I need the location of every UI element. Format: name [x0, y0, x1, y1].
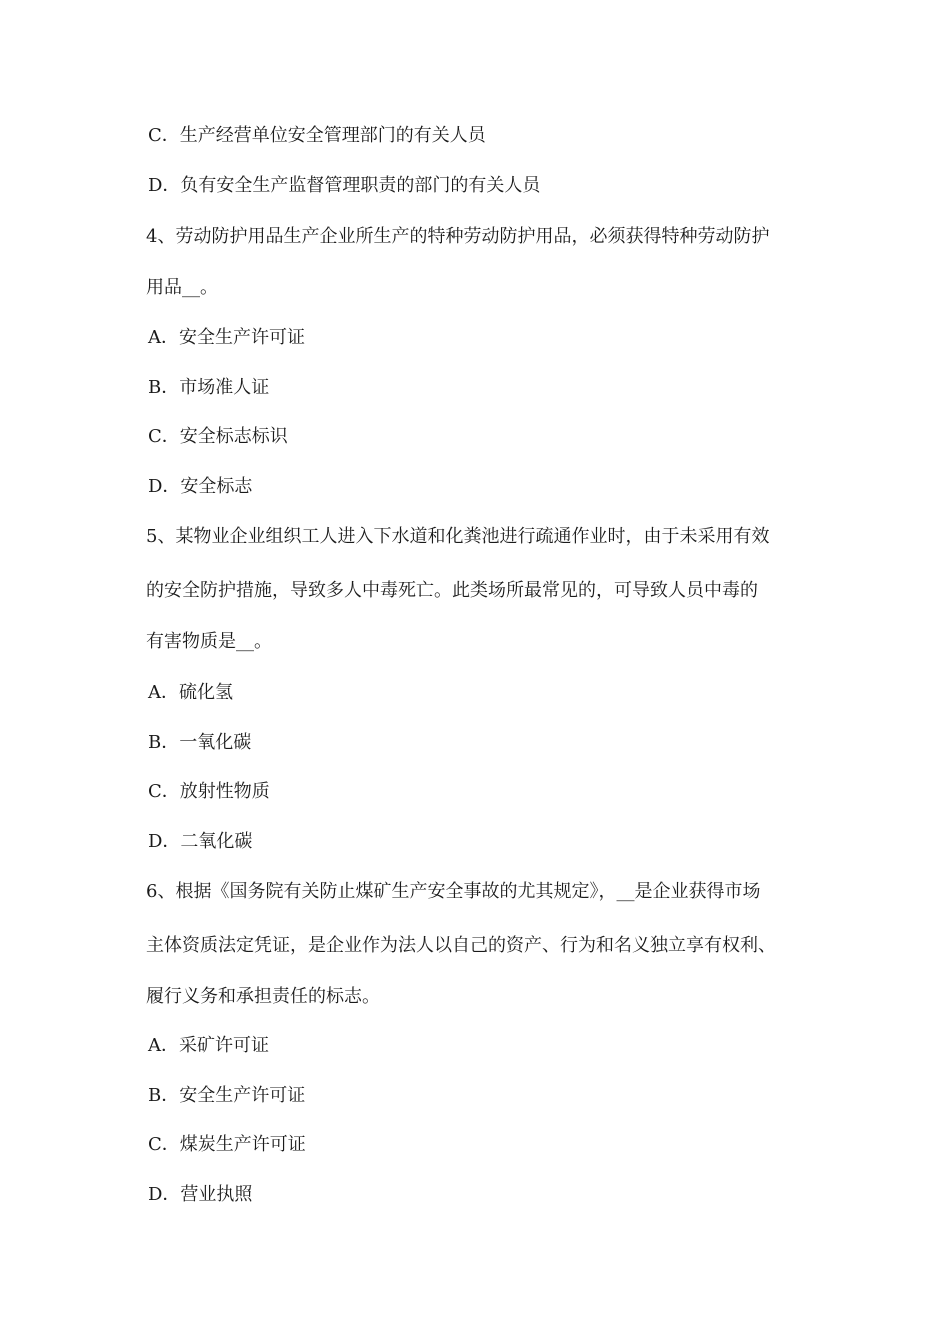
option-c: C．放射性物质	[148, 781, 270, 802]
question-6-text: 主体资质法定凭证，是企业作为法人以自己的资产、行为和名义独立享有权利、	[146, 935, 776, 956]
question-6-text: 履行义务和承担责任的标志。	[146, 986, 380, 1007]
option-b: B．市场准人证	[148, 377, 270, 398]
question-6-text: 6、根据《国务院有关防止煤矿生产安全事故的尤其规定》，__是企业获得市场	[146, 881, 761, 902]
option-d: D．二氧化碳	[148, 831, 253, 852]
option-d: D．营业执照	[148, 1184, 253, 1205]
question-4-text: 4、劳动防护用品生产企业所生产的特种劳动防护用品，必须获得特种劳动防护	[146, 226, 770, 247]
option-b: B．一氧化碳	[148, 732, 252, 753]
option-a: A．采矿许可证	[148, 1035, 269, 1056]
option-a: A．安全生产许可证	[148, 327, 305, 348]
question-5-text: 的安全防护措施，导致多人中毒死亡。此类场所最常见的，可导致人员中毒的	[146, 580, 758, 601]
question-4-text: 用品__。	[146, 277, 218, 298]
option-c: C．生产经营单位安全管理部门的有关人员	[148, 125, 486, 146]
question-5-text: 有害物质是__。	[146, 631, 272, 652]
option-a: A．硫化氢	[148, 682, 233, 703]
option-c: C．安全标志标识	[148, 426, 288, 447]
option-c: C．煤炭生产许可证	[148, 1134, 306, 1155]
option-b: B．安全生产许可证	[148, 1085, 306, 1106]
question-5-text: 5、某物业企业组织工人进入下水道和化粪池进行疏通作业时，由于未采用有效	[146, 526, 770, 547]
option-d: D．安全标志	[148, 476, 253, 497]
option-d: D．负有安全生产监督管理职责的部门的有关人员	[148, 175, 541, 196]
